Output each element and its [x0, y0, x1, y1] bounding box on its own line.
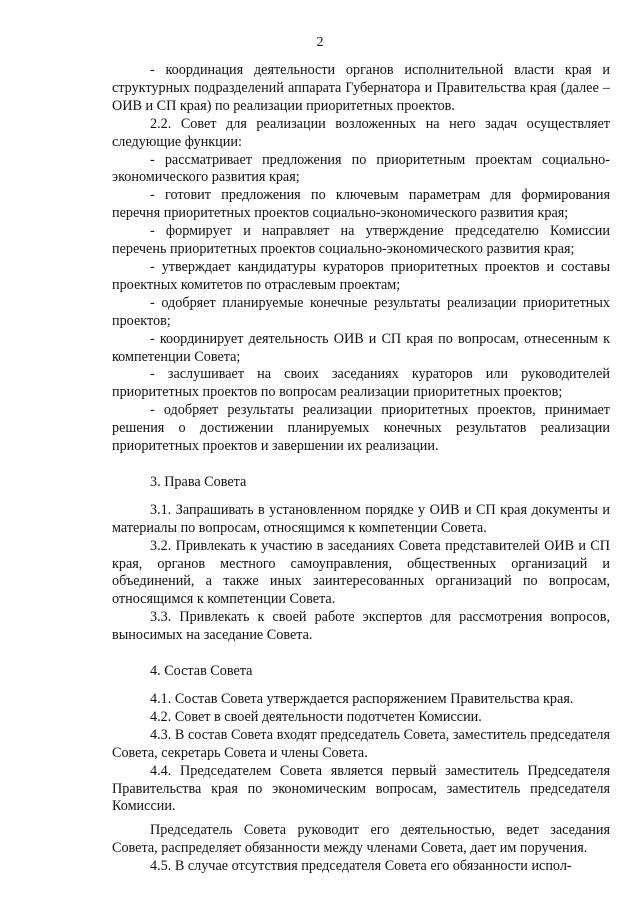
function-item: - координирует деятельность ОИВ и СП края по вопросам, отнесенным к компетенции Совета; — [112, 330, 610, 365]
paragraph-4-3: 4.3. В состав Совета входят председатель Совета, заместитель председателя Совета, секретарь Совета и члены Совета. — [112, 726, 610, 761]
paragraph-coordination: - координация деятельности органов исполнительной власти края и структурных подразделений аппарата Губернатора и Правительства края (далее – ОИВ и СП края) по реализации приоритетных проектов. — [112, 62, 610, 114]
function-item: - готовит предложения по ключевым параметрам для формирования перечня приоритетных проектов социально-экономического развития края; — [112, 187, 610, 222]
paragraph-3-1: 3.1. Запрашивать в установленном порядке у ОИВ и СП края документы и материалы по вопросам, относящимся к компетенции Совета. — [112, 501, 610, 536]
section-heading-composition: 4. Состав Совета — [150, 663, 253, 680]
function-item: - рассматривает предложения по приоритетным проектам социально-экономического развития края; — [112, 151, 610, 186]
section-heading-rights: 3. Права Совета — [150, 473, 247, 490]
paragraph-2-2: 2.2. Совет для реализации возложенных на него задач осуществляет следующие функции: — [112, 115, 610, 150]
function-item: - заслушивает на своих заседаниях кураторов или руководителей приоритетных проектов по вопросам реализации приоритетных проектов; — [112, 366, 610, 401]
document-body — [112, 62, 610, 876]
function-item: - формирует и направляет на утверждение председателю Комиссии перечень приоритетных проектов социально-экономического развития края; — [112, 223, 610, 258]
paragraph-4-1: 4.1. Состав Совета утверждается распоряжением Правительства края. — [150, 691, 574, 707]
function-item: - одобряет результаты реализации приоритетных проектов, принимает решения о достижении планируемых конечных результатов реализации приоритетных проектов и завершении их реализации. — [112, 402, 610, 455]
page-number: 2 — [316, 35, 324, 50]
paragraph-4-5: 4.5. В случае отсутствия председателя Совета его обязанности испол- — [150, 858, 572, 875]
paragraph-4-4: 4.4. Председателем Совета является первый заместитель Председателя Правительства края по экономическим вопросам, заместитель председателя Комиссии. — [112, 762, 610, 815]
paragraph-3-3: 3.3. Привлекать к своей работе экспертов для рассмотрения вопросов, выносимых на заседание Совета. — [112, 609, 610, 644]
function-item: - одобряет планируемые конечные результаты реализации приоритетных проектов; — [112, 294, 610, 329]
paragraph-4-2: 4.2. Совет в своей деятельности подотчетен Комиссии. — [150, 708, 482, 725]
paragraph-3-2: 3.2. Привлекать к участию в заседаниях Совета представителей ОИВ и СП края, органов местного самоуправления, общественных организаций и объединений, а также иных заинтересованных организаций по вопросам, относящимся к компетенции Совета. — [112, 537, 610, 608]
paragraph-chairman-duties: Председатель Совета руководит его деятельностью, ведет заседания Совета, распределяет обязанности между членами Совета, дает им поручения. — [112, 822, 610, 857]
function-item: - утверждает кандидатуры кураторов приоритетных проектов и составы проектных комитетов по отраслевым проектам; — [112, 258, 610, 293]
